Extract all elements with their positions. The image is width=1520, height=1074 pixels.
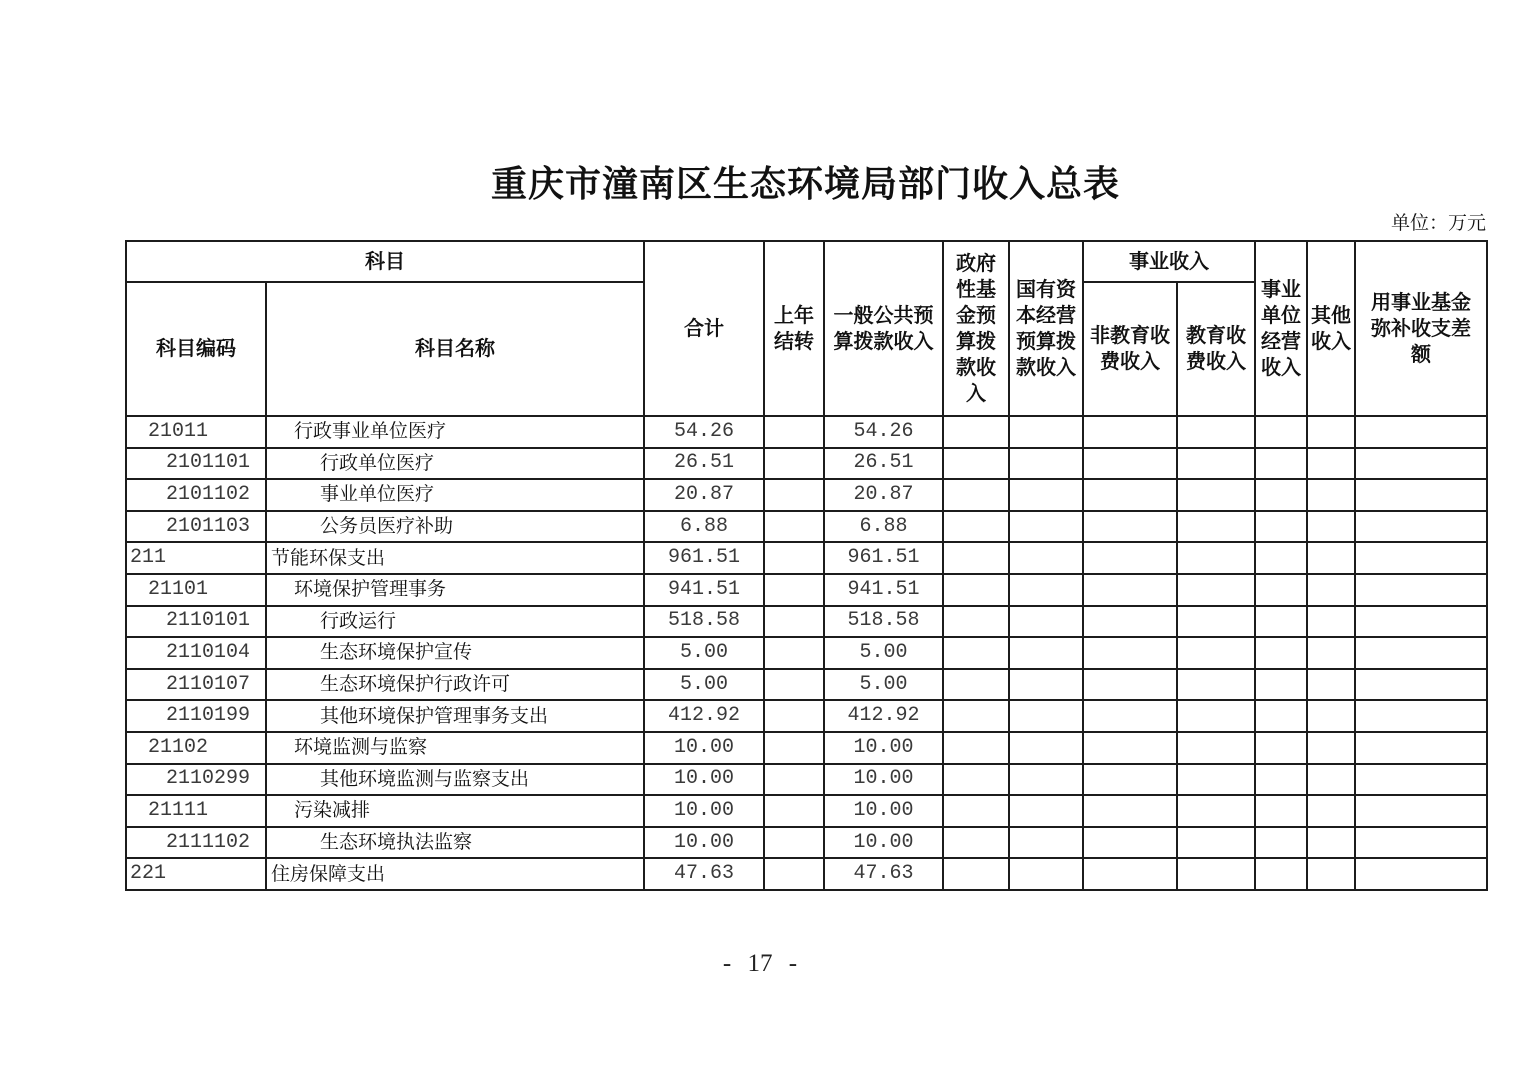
header-state-capital-budget: 国有资本经营预算拨款收入 bbox=[1009, 241, 1083, 416]
header-row-groups bbox=[126, 241, 1487, 282]
income-summary-table bbox=[125, 240, 1488, 891]
cell-fund-balance bbox=[1355, 416, 1487, 448]
cell-state-capital bbox=[1009, 637, 1083, 669]
cell-subject-name: 环境保护管理事务 bbox=[266, 574, 644, 606]
cell-gov-fund bbox=[943, 542, 1009, 574]
cell-edu-fee bbox=[1177, 732, 1255, 764]
cell-fund-balance bbox=[1355, 858, 1487, 890]
cell-subject-code: 21102 bbox=[126, 732, 266, 764]
cell-subject-code: 2110299 bbox=[126, 764, 266, 796]
cell-fund-balance bbox=[1355, 574, 1487, 606]
cell-state-capital bbox=[1009, 827, 1083, 859]
cell-total: 10.00 bbox=[644, 827, 764, 859]
cell-subject-name: 其他环境保护管理事务支出 bbox=[266, 700, 644, 732]
cell-gov-fund bbox=[943, 606, 1009, 638]
cell-carryover bbox=[764, 416, 824, 448]
cell-subject-name: 公务员医疗补助 bbox=[266, 511, 644, 543]
table-row bbox=[126, 448, 1487, 480]
cell-subject-name: 污染减排 bbox=[266, 795, 644, 827]
header-edu-fee: 教育收费收入 bbox=[1177, 282, 1255, 416]
cell-biz-operating bbox=[1255, 795, 1307, 827]
cell-non-edu-fee bbox=[1083, 574, 1177, 606]
cell-non-edu-fee bbox=[1083, 448, 1177, 480]
cell-total: 20.87 bbox=[644, 479, 764, 511]
cell-subject-code: 21011 bbox=[126, 416, 266, 448]
cell-fund-balance bbox=[1355, 732, 1487, 764]
cell-total: 10.00 bbox=[644, 764, 764, 796]
cell-general-public: 54.26 bbox=[824, 416, 943, 448]
cell-state-capital bbox=[1009, 511, 1083, 543]
cell-state-capital bbox=[1009, 732, 1083, 764]
header-subject-name: 科目名称 bbox=[266, 282, 644, 416]
cell-gov-fund bbox=[943, 511, 1009, 543]
table-row bbox=[126, 764, 1487, 796]
header-subject-group: 科目 bbox=[126, 241, 644, 282]
cell-edu-fee bbox=[1177, 479, 1255, 511]
cell-subject-code: 21111 bbox=[126, 795, 266, 827]
cell-biz-operating bbox=[1255, 416, 1307, 448]
cell-carryover bbox=[764, 511, 824, 543]
cell-non-edu-fee bbox=[1083, 827, 1177, 859]
cell-biz-operating bbox=[1255, 448, 1307, 480]
cell-general-public: 518.58 bbox=[824, 606, 943, 638]
cell-state-capital bbox=[1009, 542, 1083, 574]
header-non-edu-fee: 非教育收费收入 bbox=[1083, 282, 1177, 416]
cell-subject-code: 2110101 bbox=[126, 606, 266, 638]
cell-general-public: 941.51 bbox=[824, 574, 943, 606]
cell-gov-fund bbox=[943, 448, 1009, 480]
cell-state-capital bbox=[1009, 606, 1083, 638]
cell-total: 54.26 bbox=[644, 416, 764, 448]
cell-edu-fee bbox=[1177, 858, 1255, 890]
cell-total: 10.00 bbox=[644, 732, 764, 764]
cell-general-public: 5.00 bbox=[824, 637, 943, 669]
cell-fund-balance bbox=[1355, 764, 1487, 796]
cell-other-income bbox=[1307, 732, 1355, 764]
header-business-income-group: 事业收入 bbox=[1083, 241, 1255, 282]
header-carryover: 上年结转 bbox=[764, 241, 824, 416]
cell-state-capital bbox=[1009, 669, 1083, 701]
cell-total: 5.00 bbox=[644, 637, 764, 669]
cell-non-edu-fee bbox=[1083, 416, 1177, 448]
cell-edu-fee bbox=[1177, 511, 1255, 543]
cell-total: 5.00 bbox=[644, 669, 764, 701]
cell-fund-balance bbox=[1355, 606, 1487, 638]
cell-subject-code: 221 bbox=[126, 858, 266, 890]
cell-state-capital bbox=[1009, 858, 1083, 890]
cell-subject-code: 2101103 bbox=[126, 511, 266, 543]
cell-edu-fee bbox=[1177, 637, 1255, 669]
cell-non-edu-fee bbox=[1083, 795, 1177, 827]
cell-subject-name: 行政事业单位医疗 bbox=[266, 416, 644, 448]
cell-subject-name: 环境监测与监察 bbox=[266, 732, 644, 764]
cell-carryover bbox=[764, 479, 824, 511]
cell-fund-balance bbox=[1355, 637, 1487, 669]
header-business-operating: 事业单位经营收入 bbox=[1255, 241, 1307, 416]
cell-edu-fee bbox=[1177, 827, 1255, 859]
cell-subject-name: 生态环境保护行政许可 bbox=[266, 669, 644, 701]
table-row bbox=[126, 858, 1487, 890]
cell-gov-fund bbox=[943, 732, 1009, 764]
cell-biz-operating bbox=[1255, 479, 1307, 511]
cell-total: 961.51 bbox=[644, 542, 764, 574]
cell-carryover bbox=[764, 448, 824, 480]
cell-subject-name: 住房保障支出 bbox=[266, 858, 644, 890]
cell-total: 10.00 bbox=[644, 795, 764, 827]
cell-gov-fund bbox=[943, 764, 1009, 796]
cell-subject-code: 211 bbox=[126, 542, 266, 574]
cell-total: 518.58 bbox=[644, 606, 764, 638]
cell-general-public: 961.51 bbox=[824, 542, 943, 574]
cell-gov-fund bbox=[943, 700, 1009, 732]
cell-gov-fund bbox=[943, 827, 1009, 859]
cell-edu-fee bbox=[1177, 542, 1255, 574]
cell-other-income bbox=[1307, 606, 1355, 638]
cell-other-income bbox=[1307, 827, 1355, 859]
cell-subject-name: 事业单位医疗 bbox=[266, 479, 644, 511]
cell-subject-name: 行政单位医疗 bbox=[266, 448, 644, 480]
cell-edu-fee bbox=[1177, 669, 1255, 701]
table-body bbox=[126, 416, 1487, 890]
cell-state-capital bbox=[1009, 795, 1083, 827]
table-row bbox=[126, 827, 1487, 859]
cell-biz-operating bbox=[1255, 606, 1307, 638]
cell-fund-balance bbox=[1355, 511, 1487, 543]
table-row bbox=[126, 732, 1487, 764]
cell-state-capital bbox=[1009, 416, 1083, 448]
cell-fund-balance bbox=[1355, 479, 1487, 511]
cell-state-capital bbox=[1009, 764, 1083, 796]
cell-fund-balance bbox=[1355, 542, 1487, 574]
cell-total: 941.51 bbox=[644, 574, 764, 606]
cell-biz-operating bbox=[1255, 637, 1307, 669]
cell-biz-operating bbox=[1255, 858, 1307, 890]
cell-fund-balance bbox=[1355, 827, 1487, 859]
cell-biz-operating bbox=[1255, 574, 1307, 606]
table-row bbox=[126, 479, 1487, 511]
cell-state-capital bbox=[1009, 448, 1083, 480]
cell-biz-operating bbox=[1255, 511, 1307, 543]
cell-subject-code: 2101102 bbox=[126, 479, 266, 511]
table-row bbox=[126, 416, 1487, 448]
cell-total: 412.92 bbox=[644, 700, 764, 732]
cell-gov-fund bbox=[943, 637, 1009, 669]
cell-state-capital bbox=[1009, 574, 1083, 606]
cell-gov-fund bbox=[943, 858, 1009, 890]
cell-edu-fee bbox=[1177, 574, 1255, 606]
cell-non-edu-fee bbox=[1083, 732, 1177, 764]
cell-general-public: 6.88 bbox=[824, 511, 943, 543]
cell-non-edu-fee bbox=[1083, 764, 1177, 796]
cell-edu-fee bbox=[1177, 764, 1255, 796]
cell-edu-fee bbox=[1177, 448, 1255, 480]
cell-non-edu-fee bbox=[1083, 669, 1177, 701]
table-row bbox=[126, 574, 1487, 606]
cell-gov-fund bbox=[943, 416, 1009, 448]
cell-gov-fund bbox=[943, 479, 1009, 511]
cell-edu-fee bbox=[1177, 416, 1255, 448]
cell-general-public: 5.00 bbox=[824, 669, 943, 701]
cell-biz-operating bbox=[1255, 669, 1307, 701]
cell-general-public: 20.87 bbox=[824, 479, 943, 511]
cell-other-income bbox=[1307, 416, 1355, 448]
cell-total: 47.63 bbox=[644, 858, 764, 890]
cell-carryover bbox=[764, 606, 824, 638]
cell-other-income bbox=[1307, 542, 1355, 574]
cell-general-public: 412.92 bbox=[824, 700, 943, 732]
cell-subject-name: 其他环境监测与监察支出 bbox=[266, 764, 644, 796]
cell-carryover bbox=[764, 732, 824, 764]
cell-subject-name: 行政运行 bbox=[266, 606, 644, 638]
cell-other-income bbox=[1307, 795, 1355, 827]
header-other-income: 其他收入 bbox=[1307, 241, 1355, 416]
cell-non-edu-fee bbox=[1083, 511, 1177, 543]
cell-other-income bbox=[1307, 637, 1355, 669]
cell-subject-name: 生态环境保护宣传 bbox=[266, 637, 644, 669]
cell-state-capital bbox=[1009, 479, 1083, 511]
header-fund-balance: 用事业基金弥补收支差额 bbox=[1355, 241, 1487, 416]
cell-biz-operating bbox=[1255, 732, 1307, 764]
table-row bbox=[126, 511, 1487, 543]
cell-subject-code: 21101 bbox=[126, 574, 266, 606]
header-general-public-budget: 一般公共预算拨款收入 bbox=[824, 241, 943, 416]
header-gov-fund-budget: 政府性基金预算拨款收入 bbox=[943, 241, 1009, 416]
cell-gov-fund bbox=[943, 669, 1009, 701]
page-title: 重庆市潼南区生态环境局部门收入总表 bbox=[490, 164, 1120, 204]
cell-non-edu-fee bbox=[1083, 542, 1177, 574]
cell-subject-code: 2110107 bbox=[126, 669, 266, 701]
cell-carryover bbox=[764, 542, 824, 574]
cell-carryover bbox=[764, 764, 824, 796]
page-number: - 17 - bbox=[722, 950, 798, 977]
cell-fund-balance bbox=[1355, 669, 1487, 701]
cell-other-income bbox=[1307, 448, 1355, 480]
cell-non-edu-fee bbox=[1083, 700, 1177, 732]
cell-fund-balance bbox=[1355, 448, 1487, 480]
cell-carryover bbox=[764, 858, 824, 890]
cell-subject-code: 2110199 bbox=[126, 700, 266, 732]
cell-non-edu-fee bbox=[1083, 606, 1177, 638]
cell-total: 6.88 bbox=[644, 511, 764, 543]
cell-other-income bbox=[1307, 700, 1355, 732]
cell-other-income bbox=[1307, 669, 1355, 701]
cell-edu-fee bbox=[1177, 700, 1255, 732]
cell-gov-fund bbox=[943, 795, 1009, 827]
cell-carryover bbox=[764, 637, 824, 669]
unit-label: 单位：万元 bbox=[1390, 213, 1486, 234]
cell-fund-balance bbox=[1355, 700, 1487, 732]
cell-gov-fund bbox=[943, 574, 1009, 606]
cell-subject-code: 2111102 bbox=[126, 827, 266, 859]
table-row bbox=[126, 637, 1487, 669]
cell-fund-balance bbox=[1355, 795, 1487, 827]
cell-total: 26.51 bbox=[644, 448, 764, 480]
table-row bbox=[126, 795, 1487, 827]
cell-non-edu-fee bbox=[1083, 858, 1177, 890]
cell-general-public: 47.63 bbox=[824, 858, 943, 890]
cell-state-capital bbox=[1009, 700, 1083, 732]
table-row bbox=[126, 700, 1487, 732]
cell-carryover bbox=[764, 827, 824, 859]
header-subject-code: 科目编码 bbox=[126, 282, 266, 416]
cell-other-income bbox=[1307, 479, 1355, 511]
cell-other-income bbox=[1307, 574, 1355, 606]
cell-carryover bbox=[764, 574, 824, 606]
cell-general-public: 10.00 bbox=[824, 764, 943, 796]
table-row bbox=[126, 542, 1487, 574]
cell-subject-name: 生态环境执法监察 bbox=[266, 827, 644, 859]
table-row bbox=[126, 669, 1487, 701]
cell-carryover bbox=[764, 700, 824, 732]
cell-other-income bbox=[1307, 764, 1355, 796]
cell-carryover bbox=[764, 669, 824, 701]
cell-biz-operating bbox=[1255, 542, 1307, 574]
cell-subject-code: 2101101 bbox=[126, 448, 266, 480]
cell-general-public: 10.00 bbox=[824, 732, 943, 764]
cell-subject-code: 2110104 bbox=[126, 637, 266, 669]
cell-biz-operating bbox=[1255, 827, 1307, 859]
cell-other-income bbox=[1307, 511, 1355, 543]
cell-biz-operating bbox=[1255, 700, 1307, 732]
cell-biz-operating bbox=[1255, 764, 1307, 796]
table-row bbox=[126, 606, 1487, 638]
header-total: 合计 bbox=[644, 241, 764, 416]
cell-other-income bbox=[1307, 858, 1355, 890]
cell-edu-fee bbox=[1177, 606, 1255, 638]
cell-carryover bbox=[764, 795, 824, 827]
cell-subject-name: 节能环保支出 bbox=[266, 542, 644, 574]
cell-general-public: 26.51 bbox=[824, 448, 943, 480]
cell-non-edu-fee bbox=[1083, 479, 1177, 511]
cell-non-edu-fee bbox=[1083, 637, 1177, 669]
cell-general-public: 10.00 bbox=[824, 827, 943, 859]
cell-edu-fee bbox=[1177, 795, 1255, 827]
cell-general-public: 10.00 bbox=[824, 795, 943, 827]
